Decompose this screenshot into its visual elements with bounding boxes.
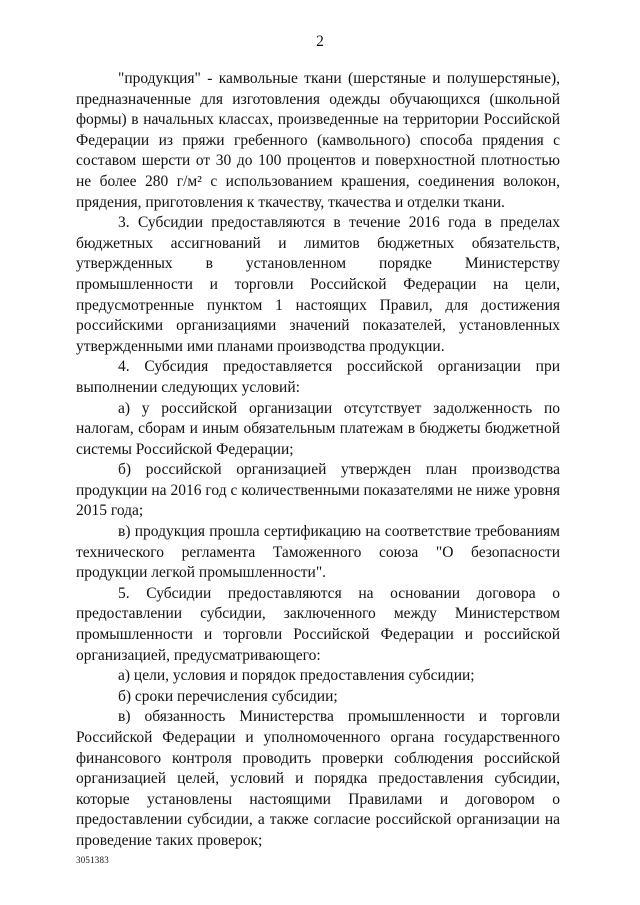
definition-product-paragraph: "продукция" - камвольные ткани (шерстяные и полушерстяные), предназначенные для изготовления одежды обучающихся (школьной формы) в начальных классах, произведенные на территории Российской Федерации из пряжи гребенного (камвольного) способа прядения с составом шерсти от 30 до 100 процентов и поверхностной плотностью не более 280 г/м² с использованием крашения, соединения волокон, прядения, приготовления к ткачеству, ткачества и отделки ткани. (76, 70, 560, 211)
clause-4b-paragraph: б) российской организацией утвержден план производства продукции на 2016 год с количественными показателями не ниже уровня 2015 года; (76, 461, 560, 520)
clause-5b-paragraph: б) сроки перечисления субсидии; (118, 687, 338, 705)
document-body (76, 69, 560, 852)
clause-4v-paragraph: в) продукция прошла сертификацию на соответствие требованиям технического регламента Таможенного союза "О безопасности продукции легкой промышленности". (76, 523, 560, 582)
document-code: 3051383 (76, 855, 109, 865)
clause-4a-paragraph: а) у российской организации отсутствует задолженность по налогам, сборам и иным обязательным платежам в бюджеты бюджетной системы Российской Федерации; (76, 399, 560, 458)
clause-5-paragraph: 5. Субсидии предоставляются на основании договора о предоставлении субсидии, заключенного между Министерством промышленности и торговли Российской Федерации и российской организацией, предусматривающего: (76, 584, 560, 664)
page-number: 2 (316, 33, 324, 50)
clause-4-paragraph: 4. Субсидия предоставляется российской организации при выполнении следующих условий: (76, 358, 560, 396)
clause-5a-paragraph: а) цели, условия и порядок предоставления субсидии; (118, 667, 475, 685)
clause-3-paragraph: 3. Субсидии предоставляются в течение 2016 года в пределах бюджетных ассигнований и лимитов бюджетных обязательств, утвержденных в установленном порядке Министерству промышленности и торговли Российской Федерации на цели, предусмотренные пунктом 1 настоящих Правил, для достижения российскими организациями значений показателей, установленных утвержденными ими планами производства продукции. (76, 214, 560, 355)
clause-5v-paragraph: в) обязанность Министерства промышленности и торговли Российской Федерации и уполномоченного органа государственного финансового контроля проводить проверки соблюдения российской организацией целей, условий и порядка предоставления субсидии, которые установлены настоящими Правилами и договором о предоставлении субсидии, а также согласие российской организации на проведение таких проверок; (76, 708, 560, 849)
